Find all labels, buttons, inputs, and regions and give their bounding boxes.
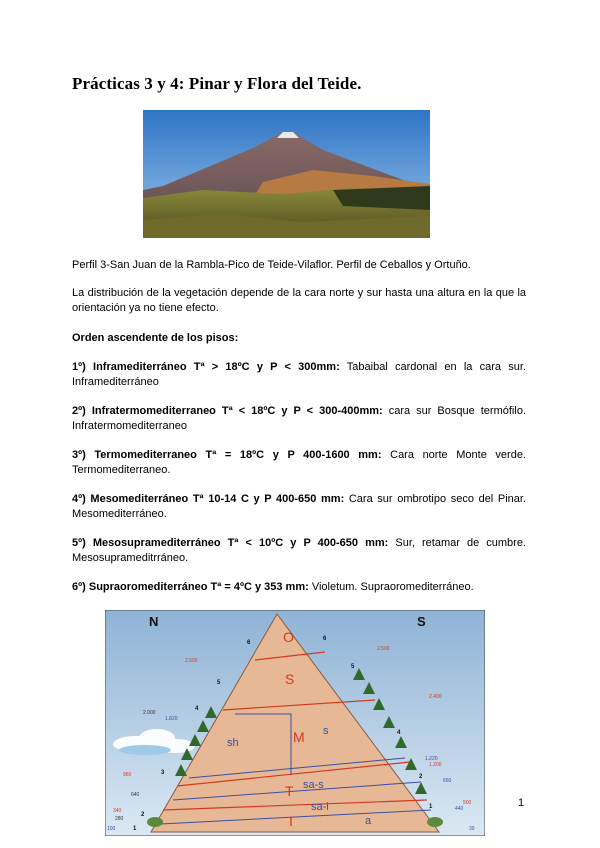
piso-1: 1º) Inframediterráneo Tª > 18ºC y P < 300mm: Tabaibal cardonal en la cara sur. Inframediterráneo	[72, 361, 526, 388]
step-left-4: 4	[195, 706, 199, 712]
belt-s: S	[285, 671, 295, 687]
piso-6: 6º) Supraoromediterráneo Tª = 4ºC y 353 mm: Violetum. Supraoromediterráneo.	[72, 581, 474, 593]
step-right-1: 1	[429, 804, 433, 810]
zone-s: s	[323, 725, 329, 737]
alt-left-340: 340	[113, 808, 122, 814]
belt-m: M	[293, 729, 305, 745]
zone-sa-s: sa-s	[303, 779, 324, 791]
step-left-3: 3	[161, 770, 165, 776]
alt-right-39: 39	[469, 826, 475, 832]
alt-left-2000: 2.000	[143, 710, 156, 716]
orden-heading: Orden ascendente de los pisos:	[72, 332, 239, 344]
alt-right-500: 500	[463, 800, 472, 806]
south-label: S	[417, 614, 426, 629]
alt-left-960: 960	[123, 772, 132, 778]
step-right-5: 5	[351, 664, 355, 670]
zone-sh: sh	[227, 737, 239, 749]
step-right-4: 4	[397, 730, 401, 736]
alt-right-2400: 2.400	[429, 694, 442, 700]
piso-2: 2º) Infratermomediterraneo Tª < 18ºC y P < 300-400mm: cara sur Bosque termófilo. Infratermomediterraneo	[72, 405, 526, 432]
step-left-5: 5	[217, 680, 221, 686]
alt-right-1200: 1.200	[429, 762, 442, 768]
alt-right-1220: 1.220	[425, 756, 438, 762]
zone-sa-i: sa-i	[311, 801, 329, 813]
belt-i: I	[289, 813, 293, 829]
alt-left-2500: 2.500	[185, 658, 198, 664]
step-right-6: 6	[323, 636, 327, 642]
piso-3: 3º) Termomediterraneo Tª = 18ºC y P 400-1600 mm: Cara norte Monte verde. Termomediterraneo.	[72, 449, 526, 476]
north-label: N	[149, 614, 159, 629]
vegetation-profile-diagram	[105, 610, 485, 836]
alt-left-640: 640	[131, 792, 140, 798]
belt-o: O	[283, 629, 294, 645]
belt-t: T	[285, 783, 294, 799]
step-left-1: 1	[133, 826, 137, 832]
alt-left-1820: 1.820	[165, 716, 178, 722]
page-title: Prácticas 3 y 4: Pinar y Flora del Teide.	[72, 74, 362, 93]
teide-photo	[143, 110, 430, 238]
step-right-2: 2	[419, 774, 423, 780]
step-left-2: 2	[141, 812, 145, 818]
alt-left-100: 100	[107, 826, 116, 832]
alt-right-2500: 2.500	[377, 646, 390, 652]
piso-4: 4º) Mesomediterráneo Tª 10-14 C y P 400-650 mm: Cara sur ombrotipo seco del Pinar. Mesomediterráneo.	[72, 493, 526, 520]
step-left-6: 6	[247, 640, 251, 646]
alt-right-440: 440	[455, 806, 464, 812]
alt-left-280: 280	[115, 816, 124, 822]
alt-right-660: 660	[443, 778, 452, 784]
distribucion-text: La distribución de la vegetación depende de la cara norte y sur hasta una altura en la que la orientación ya no tiene efecto.	[72, 287, 526, 314]
page-number: 1	[518, 797, 525, 809]
zone-a: a	[365, 815, 372, 827]
piso-5: 5º) Mesosupramediterráneo Tª < 10ºC y P 400-650 mm: Sur, retamar de cumbre. Mesosuprameditrráneo.	[72, 537, 526, 564]
perfil-text: Perfil 3-San Juan de la Rambla-Pico de Teide-Vilaflor. Perfil de Ceballos y Ortuño.	[72, 259, 471, 271]
